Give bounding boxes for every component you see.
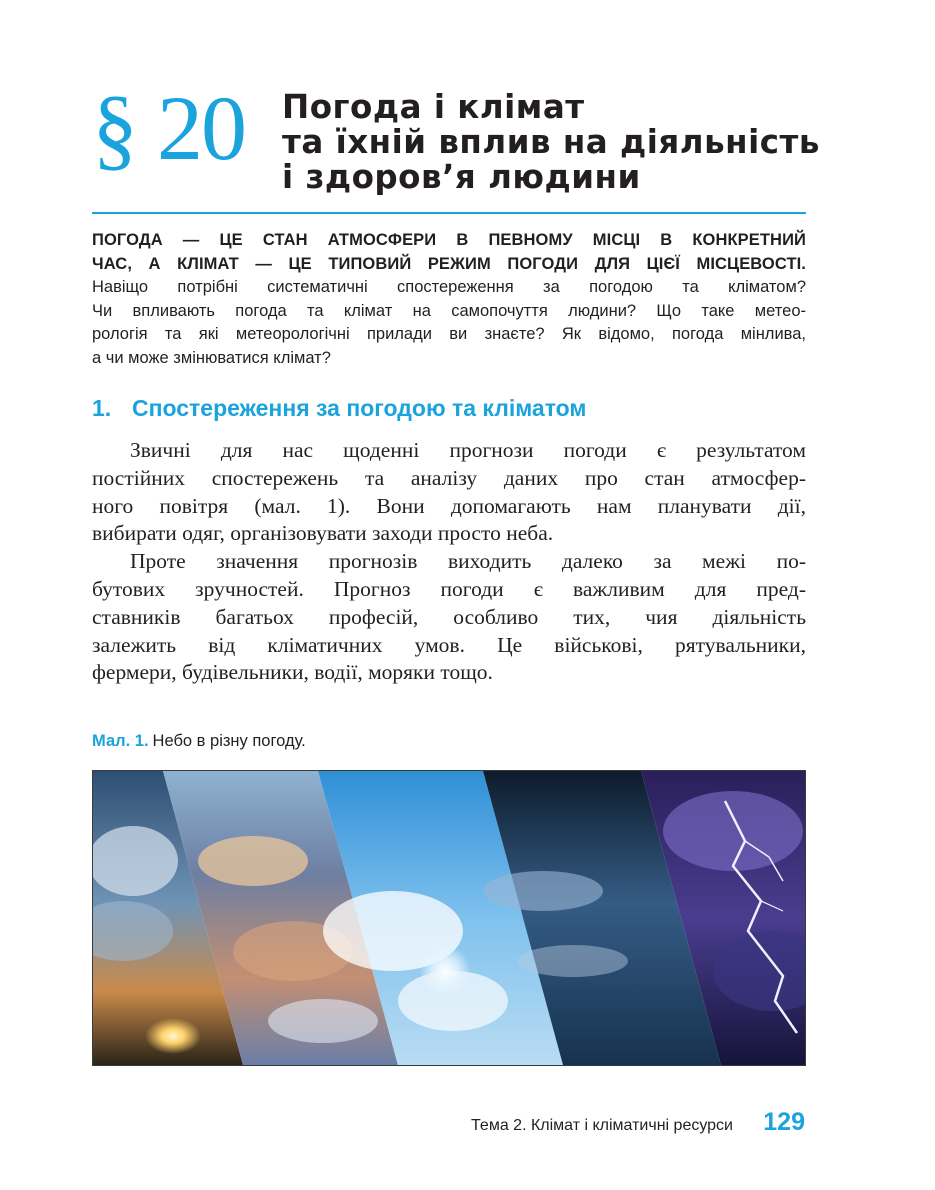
- sky-weather-photo: [92, 770, 806, 1066]
- question-line: а чи може змінюватися клімат?: [92, 348, 331, 367]
- paragraph-line: Проте значення прогнозів виходить далеко за межі по-: [130, 549, 806, 574]
- question-line: Чи впливають погода та клімат на самопочуття людини? Що таке метео-: [92, 301, 806, 320]
- footer-topic: Тема 2. Клімат і кліматичні ресурси: [471, 1117, 733, 1134]
- paragraph-line: залежить від кліматичних умов. Це військові, рятувальники,: [92, 632, 806, 657]
- definition-line: ЧАС, А КЛІМАТ — ЦЕ ТИПОВИЙ РЕЖИМ ПОГОДИ ДЛЯ ЦІЄЇ МІСЦЕВОСТІ.: [92, 254, 806, 273]
- title-line-1: Погода і клімат: [282, 88, 585, 126]
- definition-text: [92, 229, 806, 276]
- paragraph-line: ставників багатьох професій, особливо тих, чия діяльність: [92, 604, 806, 629]
- paragraph-line: Звичні для нас щоденні прогнози погоди є результатом: [130, 438, 806, 462]
- subsection-heading: [92, 395, 806, 422]
- section-number: § 20: [92, 77, 245, 179]
- intro-questions: [92, 276, 806, 370]
- paragraph-line: постійних спостережень та аналізу даних про стан атмосфер-: [92, 465, 806, 490]
- paragraph-line: фермери, будівельники, водії, моряки тощо.: [92, 660, 493, 685]
- sky-collage-image: [93, 771, 805, 1065]
- subsection-title: Спостереження за погодою та кліматом: [132, 395, 587, 421]
- body-text: [92, 437, 806, 687]
- figure-caption: [92, 732, 306, 751]
- title-divider: [92, 212, 806, 214]
- title-line-3: і здоров’я людини: [282, 158, 641, 196]
- intro-block: [92, 229, 806, 370]
- paragraph-line: бутових зручностей. Прогноз погоди є важливим для пред-: [92, 576, 806, 601]
- paragraph-line: вибирати одяг, організовувати заходи просто неба.: [92, 521, 554, 546]
- figure-label: Мал. 1.: [92, 732, 149, 750]
- question-line: рологія та які метеорологічні прилади ви знаєте? Як відомо, погода мінлива,: [92, 325, 806, 343]
- subsection-number: 1.: [92, 395, 112, 421]
- figure-caption-text: Небо в різну погоду.: [152, 732, 306, 750]
- section-title: [282, 90, 842, 195]
- paragraph-1: [92, 437, 806, 548]
- question-line: Навіщо потрібні систематичні спостереження за погодою та кліматом?: [92, 278, 806, 296]
- paragraph-line: ного повітря (мал. 1). Вони допомагають нам планувати дії,: [92, 493, 806, 518]
- title-line-2: та їхній вплив на діяльність: [282, 123, 820, 161]
- page-number: 129: [763, 1108, 805, 1136]
- paragraph-2: [92, 548, 806, 687]
- definition-line: ПОГОДА — ЦЕ СТАН АТМОСФЕРИ В ПЕВНОМУ МІСЦІ В КОНКРЕТНИЙ: [92, 231, 806, 249]
